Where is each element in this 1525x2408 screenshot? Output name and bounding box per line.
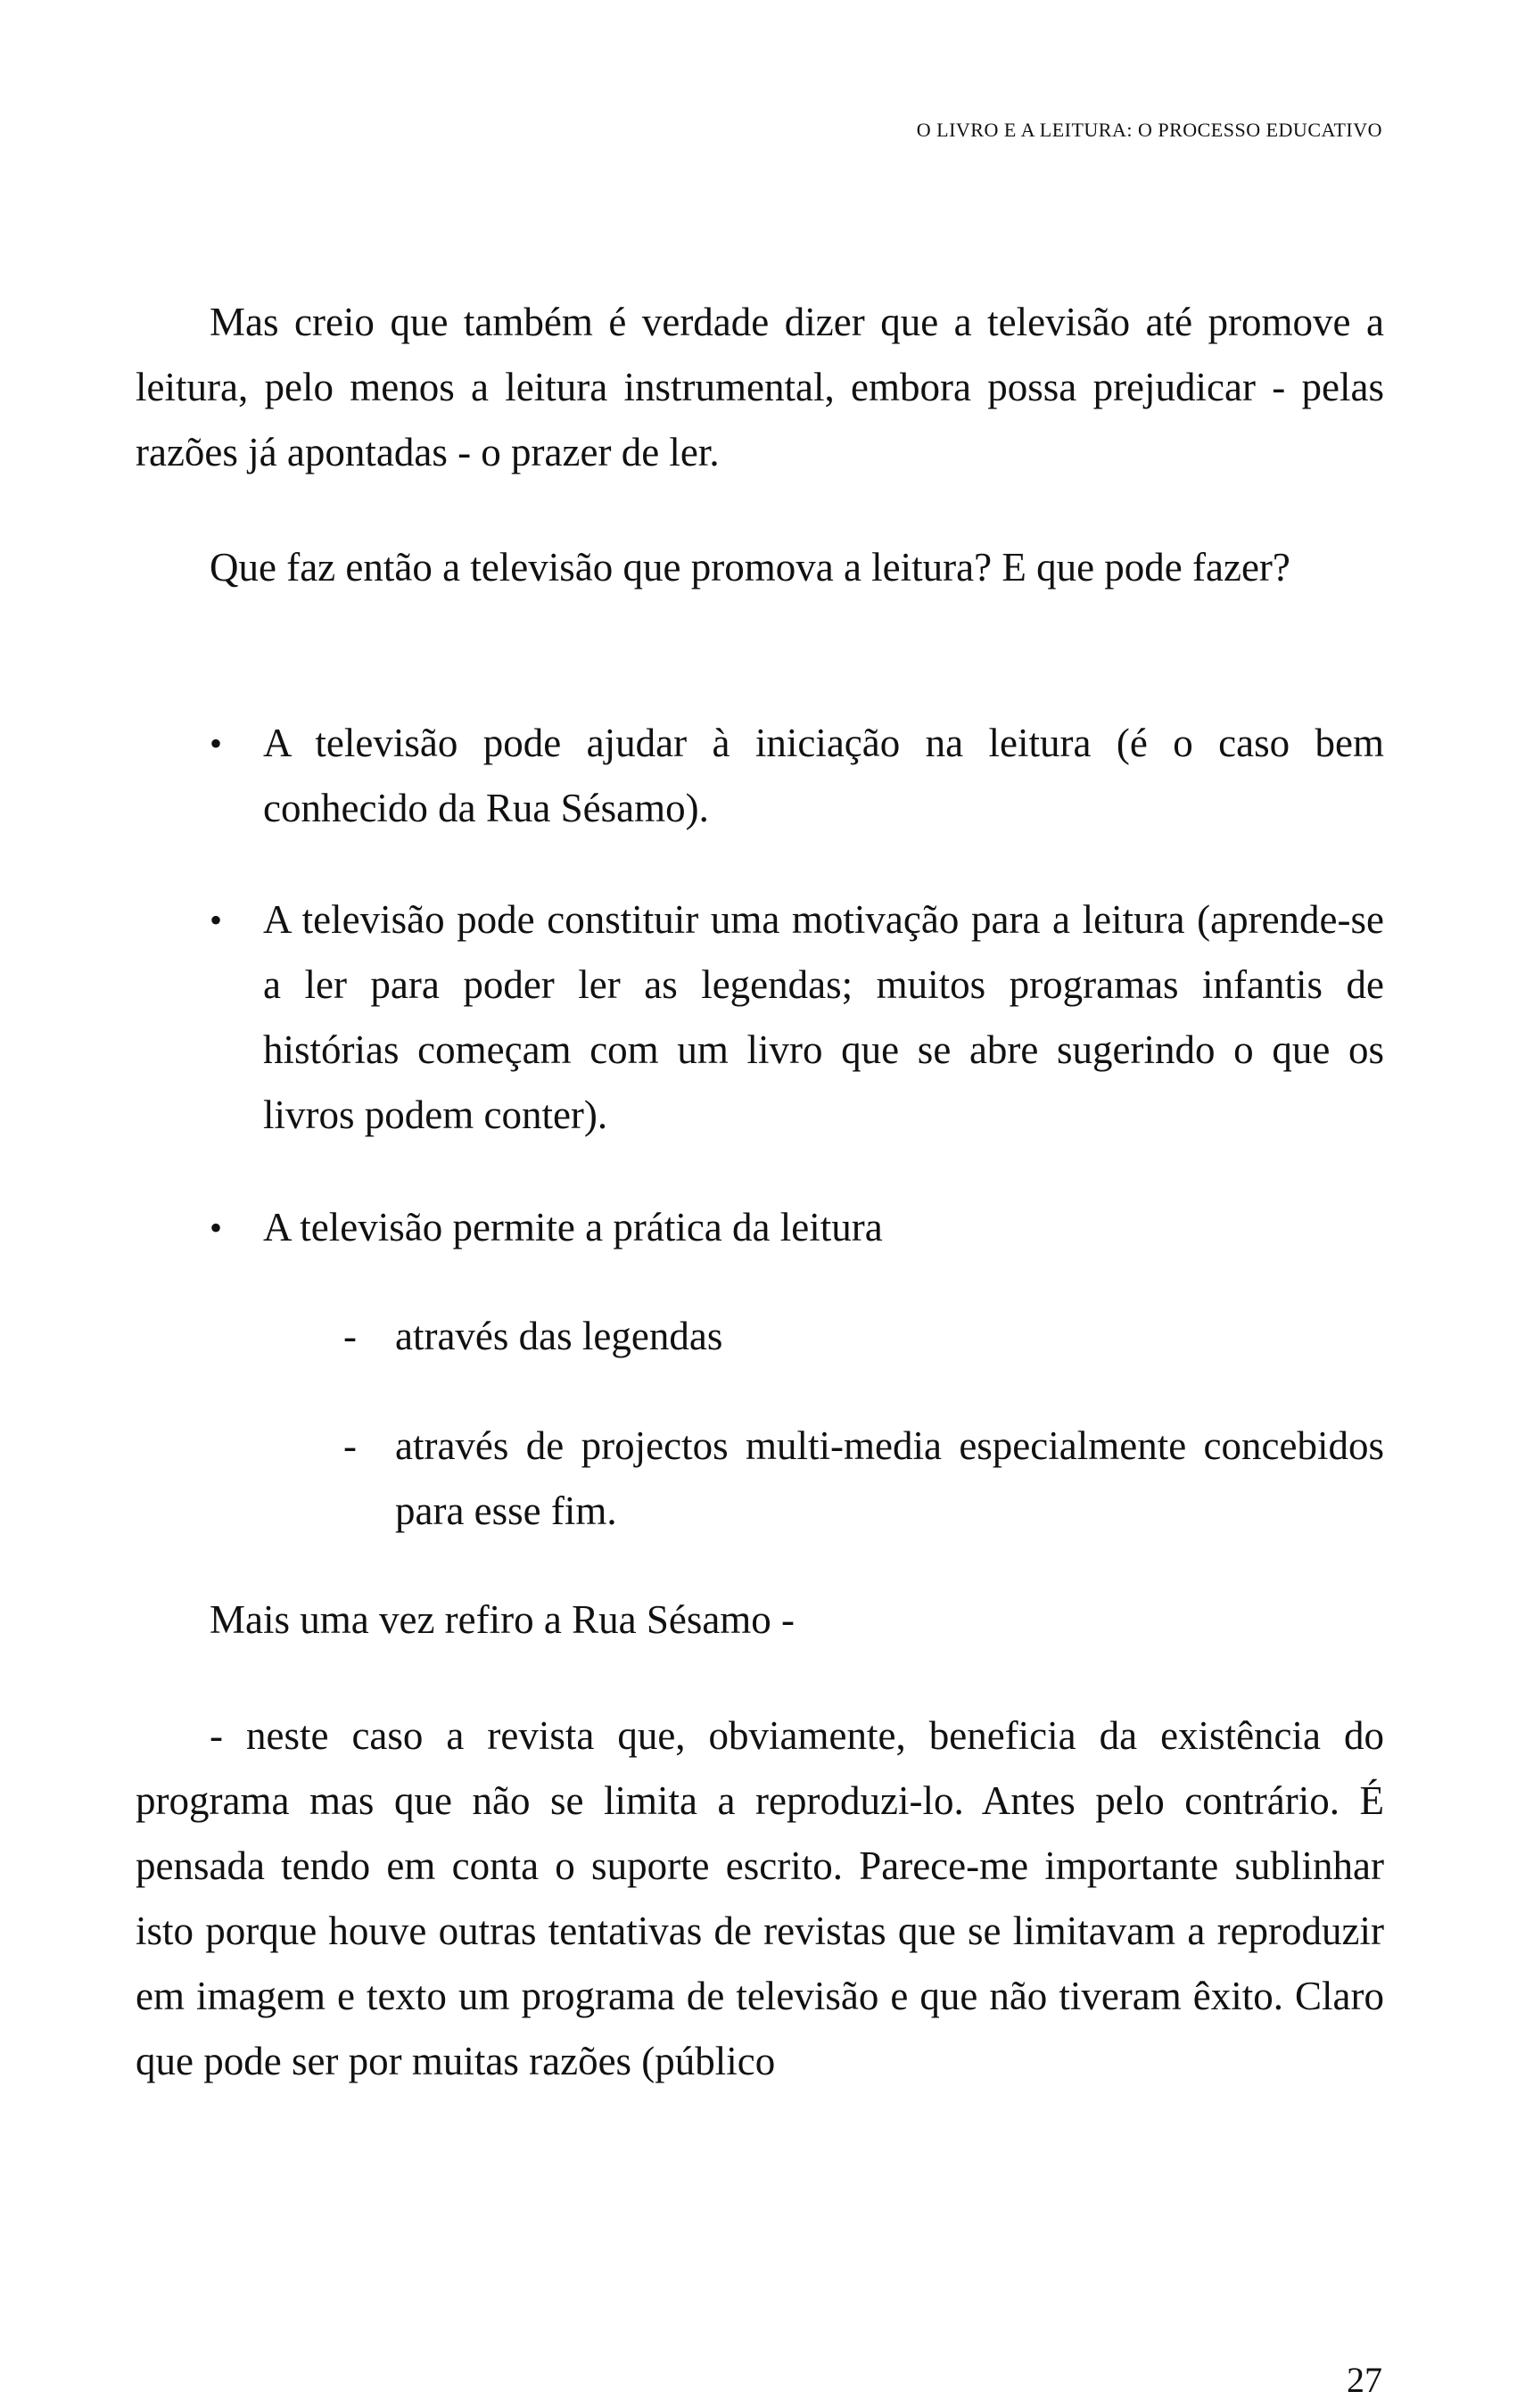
paragraph: Que faz então a televisão que promova a leitura? E que pode fazer?: [210, 545, 1290, 590]
bullet-list: [210, 1195, 1384, 1260]
bullet-item: • A televisão permite a prática da leitura: [210, 1195, 1384, 1260]
bullet-list: [210, 887, 1384, 1148]
paragraph: - neste caso a revista que, obviamente, beneficia da existência do programa mas que não se limita a reproduzi-lo. Antes pelo contrário. É pensada tendo em conta o suporte escrito. Parece-me importante sublinhar isto porque houve outras tentativas de revistas que se limitavam a reproduzir em imagem e texto um programa de televisão e que não tiveram êxito. Claro que pode ser por muitas razões (público: [136, 1713, 1384, 2083]
dash-marker: -: [343, 1314, 357, 1358]
paragraph: Mas creio que também é verdade dizer que a televisão até promove a leitura, pelo menos a leitura instrumental, embora possa prejudicar - pelas razões já apontadas - o prazer de ler.: [136, 300, 1384, 474]
sub-list-item: [343, 1304, 1384, 1369]
sub-list-text: através das legendas: [395, 1314, 723, 1358]
sub-list-item: [343, 1414, 1384, 1544]
running-header: O LIVRO E A LEITURA: O PROCESSO EDUCATIVO: [916, 119, 1382, 141]
bullet-list: [210, 711, 1384, 841]
bullet-item: • A televisão pode constituir uma motivação para a leitura (aprende-se a ler para poder ler as legendas; muitos programas infantis de histórias começam com um livro que se abre sugerindo o que os livros podem conter).: [210, 887, 1384, 1148]
page-number: 27: [1347, 2360, 1382, 2400]
sub-list-text: através de projectos multi-media especialmente concebidos para esse fim.: [395, 1423, 1384, 1533]
paragraph: Mais uma vez refiro a Rua Sésamo -: [210, 1597, 795, 1642]
dash-marker: -: [343, 1423, 357, 1468]
bullet-item: • A televisão pode ajudar à iniciação na leitura (é o caso bem conhecido da Rua Sésamo).: [210, 711, 1384, 841]
